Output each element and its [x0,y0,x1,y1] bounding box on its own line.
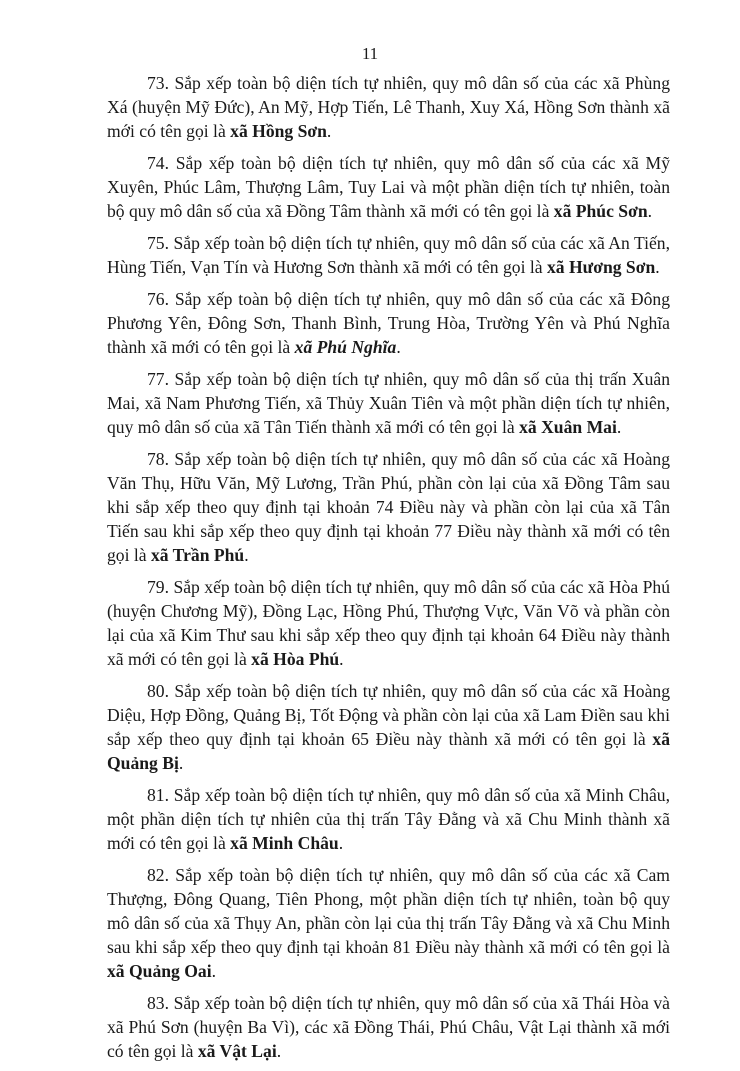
article-text: . Sắp xếp toàn bộ diện tích tự nhiên, quy mô dân số của xã Minh Châu, một phần diện tích tự nhiên của thị trấn Tây Đằng và xã Chu Minh thành xã mới có tên gọi là [107,785,670,853]
commune-name: xã Trần Phú [150,545,245,565]
article-text: . Sắp xếp toàn bộ diện tích tự nhiên, quy mô dân số của các xã Mỹ Xuyên, Phúc Lâm, Thượng Lâm, Tuy Lai và một phần diện tích tự nhiên, toàn bộ quy mô dân số của xã Đồng Tâm thành xã mới có tên gọi là [107,153,670,221]
article-82: 82. Sắp xếp toàn bộ diện tích tự nhiên, quy mô dân số của các xã Cam Thượng, Đông Quang, Tiên Phong, một phần diện tích tự nhiên, toàn bộ quy mô dân số của xã Thụy An, phần còn lại của thị trấn Tây Đằng và xã Chu Minh sau khi sắp xếp theo quy định tại khoản 81 Điều này thành xã mới có tên gọi là xã Quảng Oai. [107,865,670,981]
article-75: 75. Sắp xếp toàn bộ diện tích tự nhiên, quy mô dân số của các xã An Tiến, Hùng Tiến, Vạn Tín và Hương Sơn thành xã mới có tên gọi là xã Hương Sơn. [107,233,670,277]
article-text: . Sắp xếp toàn bộ diện tích tự nhiên, quy mô dân số của xã Thái Hòa và xã Phú Sơn (huyện Ba Vì), các xã Đồng Thái, Phú Châu, Vật Lại thành xã mới có tên gọi là [107,993,670,1061]
commune-name: xã Minh Châu [230,833,339,853]
article-number: 73 [147,73,165,93]
article-number: 77 [147,369,165,389]
commune-name: xã Hòa Phú [251,649,340,669]
article-number: 75 [147,233,165,253]
article-81: 81. Sắp xếp toàn bộ diện tích tự nhiên, quy mô dân số của xã Minh Châu, một phần diện tích tự nhiên của thị trấn Tây Đằng và xã Chu Minh thành xã mới có tên gọi là xã Minh Châu. [107,785,670,853]
article-number: 79 [147,577,165,597]
article-73: 73. Sắp xếp toàn bộ diện tích tự nhiên, quy mô dân số của các xã Phùng Xá (huyện Mỹ Đức), An Mỹ, Hợp Tiến, Lê Thanh, Xuy Xá, Hồng Sơn thành xã mới có tên gọi là xã Hồng Sơn. [107,73,670,141]
commune-name: xã Xuân Mai [519,417,617,437]
article-text: . Sắp xếp toàn bộ diện tích tự nhiên, quy mô dân số của các xã Đông Phương Yên, Đông Sơn, Thanh Bình, Trung Hòa, Trường Yên và Phú Nghĩa thành xã mới có tên gọi là [107,289,670,357]
commune-name: xã Hồng Sơn [230,121,327,141]
article-number: 74 [147,153,165,173]
article-number: 83 [147,993,165,1013]
article-83: 83. Sắp xếp toàn bộ diện tích tự nhiên, quy mô dân số của xã Thái Hòa và xã Phú Sơn (huyện Ba Vì), các xã Đồng Thái, Phú Châu, Vật Lại thành xã mới có tên gọi là xã Vật Lại. [107,993,670,1061]
article-text: . Sắp xếp toàn bộ diện tích tự nhiên, quy mô dân số của các xã Phùng Xá (huyện Mỹ Đức), An Mỹ, Hợp Tiến, Lê Thanh, Xuy Xá, Hồng Sơn thành xã mới có tên gọi là [107,73,670,141]
article-text: . Sắp xếp toàn bộ diện tích tự nhiên, quy mô dân số của các xã Hoàng Diệu, Hợp Đồng, Quảng Bị, Tốt Động và phần còn lại của xã Lam Điền sau khi sắp xếp theo quy định tại khoản 65 Điều này thành xã mới có tên gọi là [107,681,670,749]
article-77: 77. Sắp xếp toàn bộ diện tích tự nhiên, quy mô dân số của thị trấn Xuân Mai, xã Nam Phương Tiến, xã Thủy Xuân Tiên và một phần diện tích tự nhiên, quy mô dân số của xã Tân Tiến thành xã mới có tên gọi là xã Xuân Mai. [107,369,670,437]
page-number: 11 [361,44,379,63]
commune-name: xã Phúc Sơn [553,201,648,221]
article-74: 74. Sắp xếp toàn bộ diện tích tự nhiên, quy mô dân số của các xã Mỹ Xuyên, Phúc Lâm, Thượng Lâm, Tuy Lai và một phần diện tích tự nhiên, toàn bộ quy mô dân số của xã Đồng Tâm thành xã mới có tên gọi là xã Phúc Sơn. [107,153,670,221]
article-text: . Sắp xếp toàn bộ diện tích tự nhiên, quy mô dân số của thị trấn Xuân Mai, xã Nam Phương Tiến, xã Thủy Xuân Tiên và một phần diện tích tự nhiên, quy mô dân số của xã Tân Tiến thành xã mới có tên gọi là [107,369,670,437]
article-number: 80 [147,681,165,701]
article-text: . Sắp xếp toàn bộ diện tích tự nhiên, quy mô dân số của các xã Hoàng Văn Thụ, Hữu Văn, Mỹ Lương, Trần Phú, phần còn lại của xã Đồng Tâm sau khi sắp xếp theo quy định tại khoản 74 Điều này và phần còn lại của xã Tân Tiến sau khi sắp xếp theo quy định tại khoản 77 Điều này thành xã mới có tên gọi là [107,449,670,565]
article-number: 76 [147,289,165,309]
commune-name: xã Quảng Oai [107,961,212,981]
article-text: . Sắp xếp toàn bộ diện tích tự nhiên, quy mô dân số của các xã Hòa Phú (huyện Chương Mỹ), Đồng Lạc, Hồng Phú, Thượng Vực, Văn Võ và phần còn lại của xã Kim Thư sau khi sắp xếp theo quy định tại khoản 64 Điều này thành xã mới có tên gọi là [107,577,670,669]
article-number: 78 [147,449,165,469]
article-78: 78. Sắp xếp toàn bộ diện tích tự nhiên, quy mô dân số của các xã Hoàng Văn Thụ, Hữu Văn, Mỹ Lương, Trần Phú, phần còn lại của xã Đồng Tâm sau khi sắp xếp theo quy định tại khoản 74 Điều này và phần còn lại của xã Tân Tiến sau khi sắp xếp theo quy định tại khoản 77 Điều này thành xã mới có tên gọi là xã Trần Phú. [107,449,670,565]
article-text: . Sắp xếp toàn bộ diện tích tự nhiên, quy mô dân số của các xã Cam Thượng, Đông Quang, Tiên Phong, một phần diện tích tự nhiên, toàn bộ quy mô dân số của xã Thụy An, phần còn lại của thị trấn Tây Đằng và xã Chu Minh sau khi sắp xếp theo quy định tại khoản 81 Điều này thành xã mới có tên gọi là [107,865,670,957]
article-80: 80. Sắp xếp toàn bộ diện tích tự nhiên, quy mô dân số của các xã Hoàng Diệu, Hợp Đồng, Quảng Bị, Tốt Động và phần còn lại của xã Lam Điền sau khi sắp xếp theo quy định tại khoản 65 Điều này thành xã mới có tên gọi là xã Quảng Bị. [107,681,670,773]
document-body [107,71,670,1071]
article-text: . Sắp xếp toàn bộ diện tích tự nhiên, quy mô dân số của các xã An Tiến, Hùng Tiến, Vạn Tín và Hương Sơn thành xã mới có tên gọi là [107,233,670,277]
article-number: 82 [147,865,165,885]
article-number: 81 [147,785,165,805]
commune-name: xã Vật Lại [197,1041,277,1061]
commune-name: xã Phú Nghĩa [294,337,397,357]
article-76: 76. Sắp xếp toàn bộ diện tích tự nhiên, quy mô dân số của các xã Đông Phương Yên, Đông Sơn, Thanh Bình, Trung Hòa, Trường Yên và Phú Nghĩa thành xã mới có tên gọi là xã Phú Nghĩa. [107,289,670,357]
article-79: 79. Sắp xếp toàn bộ diện tích tự nhiên, quy mô dân số của các xã Hòa Phú (huyện Chương Mỹ), Đồng Lạc, Hồng Phú, Thượng Vực, Văn Võ và phần còn lại của xã Kim Thư sau khi sắp xếp theo quy định tại khoản 64 Điều này thành xã mới có tên gọi là xã Hòa Phú. [107,577,670,669]
commune-name: xã Quảng Bị [107,729,670,773]
commune-name: xã Hương Sơn [546,257,656,277]
